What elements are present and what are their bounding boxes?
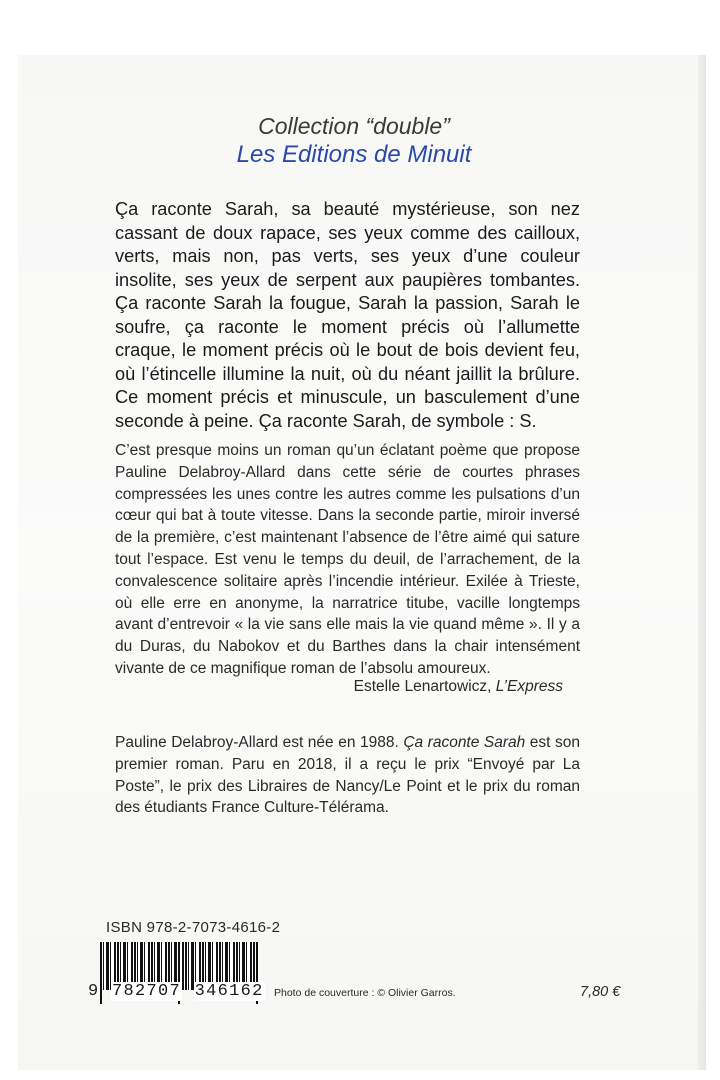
- cover-edge: [698, 55, 706, 1070]
- barcode: [88, 942, 263, 1004]
- barcode-digits-left: 782707: [112, 982, 182, 1001]
- photo-credit: Photo de couverture : © Olivier Garros.: [274, 987, 456, 999]
- review-source: L’Express: [495, 678, 563, 695]
- publisher-name: Les Editions de Minuit: [236, 141, 472, 168]
- barcode-digits-right: 346162: [194, 982, 264, 1001]
- author-bio: [115, 732, 580, 819]
- bio-intro: Pauline Delabroy-Allard est née en 1988.: [115, 734, 404, 751]
- blurb-paragraph: Ça raconte Sarah, sa beauté mystérieuse, son nez cassant de doux rapace, ses yeux comme des cailloux, verts, mais non, pas verts, ses yeux d’une couleur insolite, ses yeux de serpent aux paupières tombantes. Ça raconte Sarah la fougue, Sarah la passion, Sarah le soufre, ça raconte le moment précis où l’allumette craque, le moment précis où le bout de bois devient feu, où l’étincelle illumine la nuit, où du néant jaillit la brûlure. Ce moment précis et minuscule, un basculement d’une seconde à peine. Ça raconte Sarah, de symbole : S.: [115, 199, 580, 431]
- review-paragraph: C’est presque moins un roman qu’un éclatant poème que propose Pauline Delabroy-Allard dans cette série de courtes phrases compressées les unes contre les autres comme les pulsations d’un cœur qui bat à toute vitesse. Dans la seconde partie, miroir inversé de la première, c’est maintenant l’absence de l’être aimé qui sature tout l’espace. Est venu le temps du deuil, de l’arrachement, de la convalescence solitaire après l’incendie intérieur. Exilée à Trieste, où elle erre en anonyme, la narratrice titube, vacille longtemps avant d’entrevoir « la vie sans elle mais la vie quand même ». Il y a du Duras, du Nabokov et du Barthes dans la chair intensément vivante de ce magnifique roman de l’absolu amoureux.: [115, 442, 580, 677]
- barcode-first-digit: 9: [88, 982, 100, 1001]
- collection-title: Collection “double”: [258, 113, 450, 139]
- isbn-label: ISBN 978-2-7073-4616-2: [106, 919, 281, 936]
- bio-rest: est son premier roman. Paru en 2018, il a reçu le prix “Envoyé par La Poste”, le prix des Libraires de Nancy/Le Point et le prix du roman des étudiants France Culture-Télérama.: [115, 734, 581, 817]
- header-block: [0, 112, 720, 170]
- review-author: Estelle Lenartowicz,: [353, 678, 492, 695]
- review-signature: [115, 676, 563, 698]
- bio-book-title: Ça raconte Sarah: [403, 734, 526, 751]
- barcode-digits: [88, 982, 268, 1001]
- price-label: 7,80 €: [580, 984, 621, 1000]
